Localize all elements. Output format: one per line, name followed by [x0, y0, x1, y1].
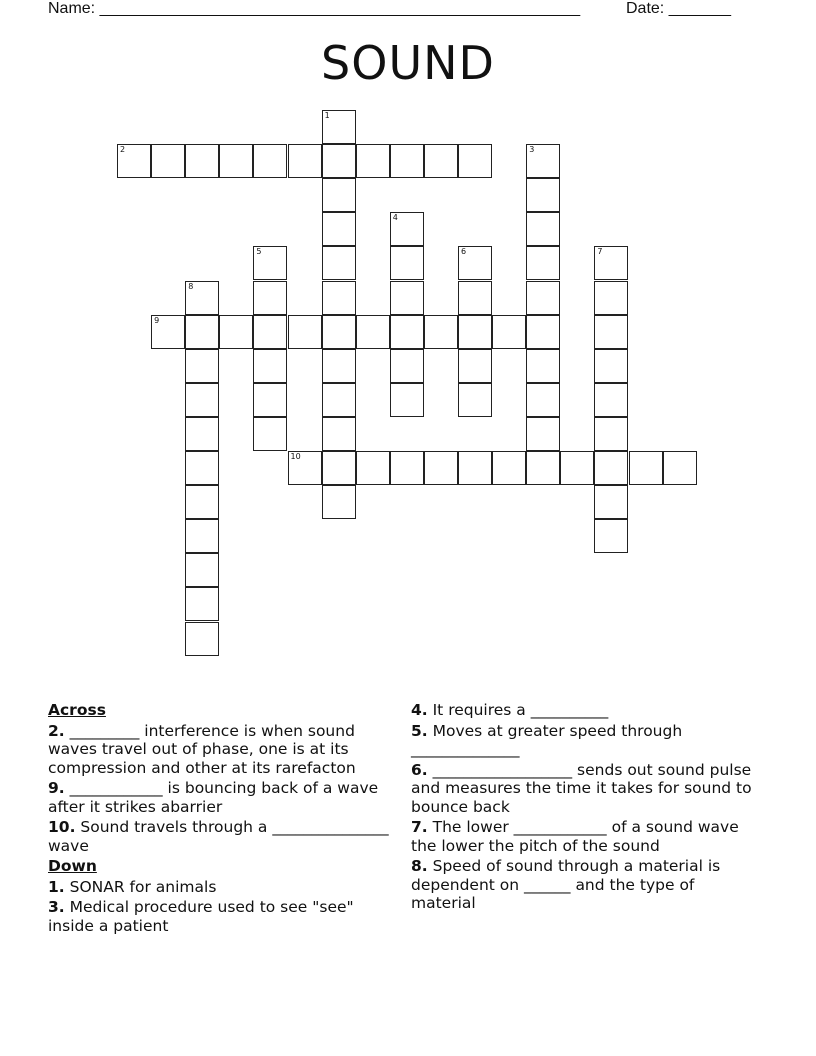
crossword-cell[interactable]	[594, 485, 628, 519]
crossword-cell[interactable]	[322, 485, 356, 519]
crossword-cell[interactable]	[253, 144, 287, 178]
crossword-cell[interactable]	[458, 451, 492, 485]
crossword-cell[interactable]	[526, 281, 560, 315]
crossword-cell[interactable]	[424, 315, 458, 349]
crossword-cell[interactable]	[390, 212, 424, 246]
crossword-cell[interactable]	[322, 178, 356, 212]
crossword-cell[interactable]	[594, 417, 628, 451]
crossword-cell[interactable]	[253, 246, 287, 280]
clues-column-right	[411, 701, 761, 915]
crossword-cell[interactable]	[151, 144, 185, 178]
crossword-cell[interactable]	[526, 212, 560, 246]
crossword-cell[interactable]	[458, 246, 492, 280]
crossword-cell[interactable]	[526, 144, 560, 178]
crossword-cell[interactable]	[390, 315, 424, 349]
crossword-cell[interactable]	[288, 451, 322, 485]
crossword-cell[interactable]	[458, 383, 492, 417]
crossword-cell[interactable]	[322, 246, 356, 280]
crossword-cell[interactable]	[185, 315, 219, 349]
crossword-cell[interactable]	[458, 315, 492, 349]
crossword-cell[interactable]	[390, 144, 424, 178]
crossword-cell[interactable]	[526, 349, 560, 383]
crossword-cell[interactable]	[185, 485, 219, 519]
crossword-cell[interactable]	[458, 349, 492, 383]
clue-down-3: 3. Medical procedure used to see "see" inside a patient	[48, 898, 354, 935]
crossword-cell[interactable]	[253, 315, 287, 349]
clue-number: 8	[188, 281, 194, 291]
crossword-cell[interactable]	[322, 451, 356, 485]
clue-down-4: 4. It requires a __________	[411, 701, 609, 719]
clue-across-2: 2. _________ interference is when sound waves travel out of phase, one is at its compression and other at its rarefacton	[48, 721, 356, 777]
clues-column-left	[48, 701, 390, 937]
crossword-cell[interactable]	[663, 451, 697, 485]
crossword-cell[interactable]	[594, 281, 628, 315]
crossword-cell[interactable]	[526, 315, 560, 349]
date-field-label: Date: _______	[626, 0, 731, 17]
crossword-cell[interactable]	[322, 349, 356, 383]
clue-number: 5	[256, 247, 262, 257]
name-field-label: Name: ______________________________________________________	[48, 0, 581, 17]
clue-number: 3	[529, 145, 535, 155]
crossword-cell[interactable]	[458, 281, 492, 315]
clue-down-5: 5. Moves at greater speed through ______________	[411, 721, 683, 758]
crossword-cell[interactable]	[629, 451, 663, 485]
crossword-cell[interactable]	[322, 144, 356, 178]
crossword-cell[interactable]	[288, 315, 322, 349]
crossword-cell[interactable]	[458, 144, 492, 178]
crossword-cell[interactable]	[253, 417, 287, 451]
crossword-cell[interactable]	[185, 451, 219, 485]
down-heading: Down	[48, 857, 97, 875]
clue-number: 10	[290, 452, 301, 461]
crossword-cell[interactable]	[594, 383, 628, 417]
crossword-cell[interactable]	[594, 451, 628, 485]
crossword-cell[interactable]	[185, 553, 219, 587]
crossword-cell[interactable]	[151, 315, 185, 349]
crossword-cell[interactable]	[594, 349, 628, 383]
crossword-cell[interactable]	[390, 451, 424, 485]
crossword-cell[interactable]	[492, 451, 526, 485]
clue-number: 1	[324, 111, 330, 120]
crossword-cell[interactable]	[185, 349, 219, 383]
crossword-cell[interactable]	[185, 144, 219, 178]
crossword-cell[interactable]	[492, 315, 526, 349]
crossword-cell[interactable]	[356, 315, 390, 349]
crossword-cell[interactable]	[594, 315, 628, 349]
clue-number: 2	[120, 145, 126, 155]
crossword-cell[interactable]	[560, 451, 594, 485]
crossword-cell[interactable]	[390, 246, 424, 280]
crossword-cell[interactable]	[253, 383, 287, 417]
crossword-cell[interactable]	[356, 144, 390, 178]
crossword-cell[interactable]	[185, 519, 219, 553]
clue-across-9: 9. ____________ is bouncing back of a wave after it strikes abarrier	[48, 779, 379, 816]
crossword-cell[interactable]	[322, 212, 356, 246]
crossword-cell[interactable]	[253, 281, 287, 315]
crossword-cell[interactable]	[117, 144, 151, 178]
crossword-cell[interactable]	[219, 144, 253, 178]
crossword-cell[interactable]	[526, 246, 560, 280]
clue-across-10: 10. Sound travels through a _______________ wave	[48, 818, 389, 855]
crossword-cell[interactable]	[322, 417, 356, 451]
crossword-cell[interactable]	[390, 383, 424, 417]
crossword-cell[interactable]	[253, 349, 287, 383]
crossword-cell[interactable]	[526, 178, 560, 212]
page-title: SOUND	[321, 36, 495, 90]
crossword-cell[interactable]	[219, 315, 253, 349]
across-heading: Across	[48, 701, 106, 719]
crossword-cell[interactable]	[322, 281, 356, 315]
crossword-cell[interactable]	[322, 315, 356, 349]
crossword-cell[interactable]	[185, 622, 219, 656]
crossword-cell[interactable]	[185, 281, 219, 315]
crossword-cell[interactable]	[594, 519, 628, 553]
crossword-cell[interactable]	[526, 417, 560, 451]
clue-number: 7	[597, 247, 603, 257]
crossword-cell[interactable]	[322, 110, 356, 144]
crossword-cell[interactable]	[424, 451, 458, 485]
crossword-cell[interactable]	[356, 451, 390, 485]
crossword-cell[interactable]	[185, 383, 219, 417]
crossword-cell[interactable]	[526, 383, 560, 417]
crossword-cell[interactable]	[594, 246, 628, 280]
clue-number: 9	[154, 315, 160, 325]
clue-down-1: 1. SONAR for animals	[48, 877, 217, 896]
clue-down-8: 8. Speed of sound through a material is dependent on ______ and the type of material	[411, 857, 721, 912]
crossword-cell[interactable]	[424, 144, 458, 178]
crossword-cell[interactable]	[322, 383, 356, 417]
clue-down-7: 7. The lower ____________ of a sound wave the lower the pitch of the sound	[411, 818, 739, 855]
crossword-cell[interactable]	[526, 451, 560, 485]
clue-down-6: 6. __________________ sends out sound pulse and measures the time it takes for sound to bounce back	[411, 760, 752, 816]
crossword-cell[interactable]	[185, 587, 219, 621]
clue-number: 6	[461, 247, 467, 257]
clue-number: 4	[392, 213, 398, 223]
crossword-cell[interactable]	[390, 281, 424, 315]
crossword-cell[interactable]	[390, 349, 424, 383]
crossword-cell[interactable]	[288, 144, 322, 178]
crossword-cell[interactable]	[185, 417, 219, 451]
